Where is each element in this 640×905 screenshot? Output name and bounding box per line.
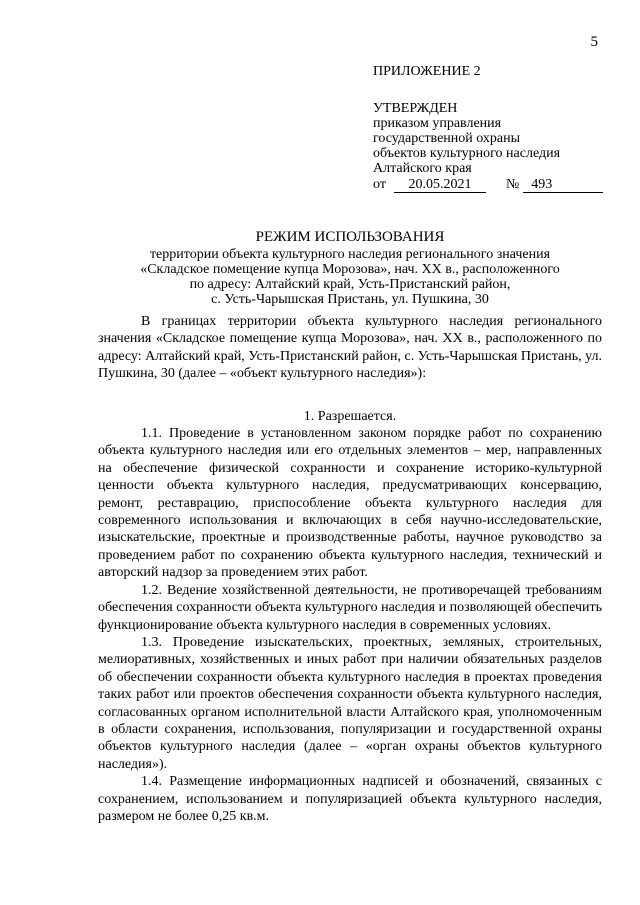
- document-title-block: [100, 230, 600, 307]
- from-label: от: [373, 177, 386, 192]
- approval-line: Алтайского края: [373, 161, 472, 176]
- document-title: РЕЖИМ ИСПОЛЬЗОВАНИЯ: [255, 229, 445, 245]
- approval-line: приказом управления: [373, 116, 502, 131]
- list-item: 1.2. Ведение хозяйственной деятельности, не противоречащей требованиям обеспечения сохранности объекта культурного наследия и позволяющей обеспечить функционирование объекта культурного наследия в современных условиях.: [98, 582, 602, 633]
- order-number: 493: [523, 177, 603, 193]
- order-date: 20.05.2021: [394, 177, 486, 193]
- page-number: 5: [590, 34, 598, 50]
- list-item: 1.3. Проведение изыскательских, проектных, земляных, строительных, мелиоративных, хозяйственных и иных работ при наличии обязательных разделов об обеспечении сохранности объекта культурного наследия в проектах проведения таких работ или проектов обеспечения сохранности объекта культурного наследия, согласованных органом исполнительной власти Алтайского края, уполномоченным в области сохранения, использования, популяризации и государственной охраны объектов культурного наследия (далее – «орган охраны объектов культурного наследия»).: [98, 634, 602, 772]
- approval-block: [373, 64, 608, 193]
- title-line: территории объекта культурного наследия регионального значения: [149, 247, 551, 262]
- order-date-number-line: [373, 177, 608, 193]
- title-line: по адресу: Алтайский край, Усть-Пристанский район,: [189, 277, 511, 292]
- intro-paragraph: В границах территории объекта культурного наследия регионального значения «Складское помещение купца Морозова», нач. XX в., расположенного по адресу: Алтайский край, Усть-Пристанский район, с. Усть-Чарышская Пристань, ул. Пушкина, 30 (далее – «объект культурного наследия»):: [98, 314, 602, 382]
- title-line: «Складское помещение купца Морозова», нач. XX в., расположенного: [140, 262, 560, 277]
- approval-line: объектов культурного наследия: [373, 146, 561, 161]
- appendix-label: ПРИЛОЖЕНИЕ 2: [373, 64, 481, 79]
- title-line: с. Усть-Чарышская Пристань, ул. Пушкина, 30: [211, 292, 489, 307]
- section-heading: 1. Разрешается.: [303, 408, 397, 424]
- approval-line: государственной охраны: [373, 131, 521, 146]
- number-label: №: [505, 177, 520, 192]
- approved-label: УТВЕРЖДЕН: [373, 101, 458, 116]
- list-item: 1.1. Проведение в установленном законом порядке работ по сохранению объекта культурного наследия или его отдельных элементов – мер, направленных на обеспечение физической сохранности и сохранение историко-культурной ценности объекта культурного наследия, предусматривающих консервацию, ремонт, реставрацию, приспособление объекта культурного наследия для современного использования и включающих в себя научно-исследовательские, изыскательские, проектные и производственные работы, научное руководство за проведением работ по сохранению объекта культурного наследия, технический и авторский надзор за проведением этих работ.: [98, 426, 602, 581]
- document-body: [98, 313, 602, 825]
- list-item: 1.4. Размещение информационных надписей и обозначений, связанных с сохранением, использованием и популяризацией объекта культурного наследия, размером не более 0,25 кв.м.: [98, 774, 602, 824]
